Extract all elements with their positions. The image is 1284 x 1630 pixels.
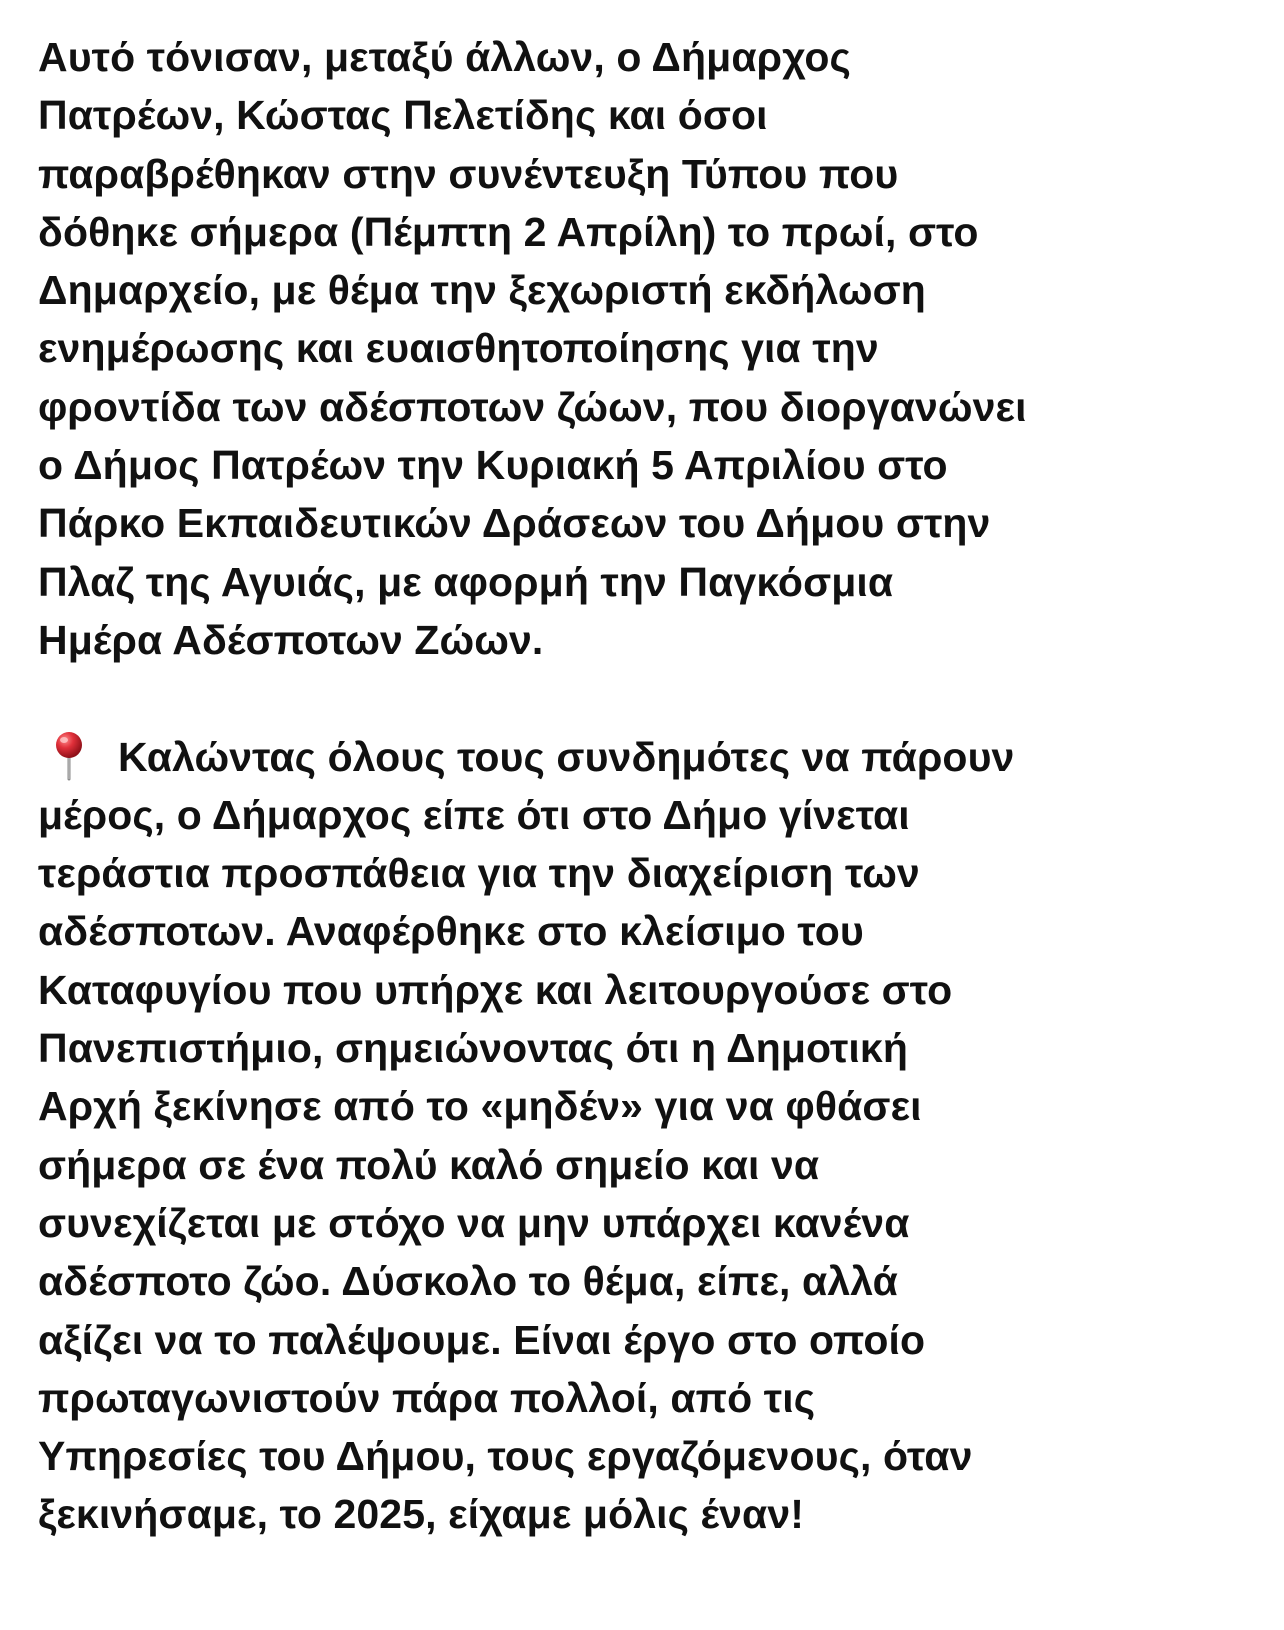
text-line: Αυτό τόνισαν, μεταξύ άλλων, ο Δήμαρχος — [38, 34, 851, 80]
text-line — [38, 728, 1248, 786]
text-line: δόθηκε σήμερα (Πέμπτη 2 Απρίλη) το πρωί, στο — [38, 208, 979, 255]
text-line: παραβρέθηκαν στην συνέντευξη Τύπου που — [38, 150, 899, 197]
text-line: Πάρκο Εκπαιδευτικών Δράσεων του Δήμου στην — [38, 500, 991, 547]
text-line: Πλαζ της Αγυιάς, με αφορμή την Παγκόσμια — [38, 558, 894, 605]
text-line: Καταφυγίου που υπήρχε και λειτουργούσε στο — [38, 966, 953, 1013]
text-line: αδέσποτο ζώο. Δύσκολο το θέμα, είπε, αλλά — [38, 1258, 898, 1305]
text-line: Υπηρεσίες του Δήμου, τους εργαζόμενους, όταν — [38, 1433, 973, 1480]
text-line: ο Δήμος Πατρέων την Κυριακή 5 Απριλίου στο — [38, 442, 948, 489]
text-line: Δημαρχείο, με θέμα την ξεχωριστή εκδήλωση — [38, 267, 926, 314]
text-line: Πατρέων, Κώστας Πελετίδης και όσοι — [38, 92, 768, 139]
text-line: ξεκινήσαμε, το 2025, είχαμε μόλις έναν! — [38, 1491, 804, 1538]
text-line-content: Καλώντας όλους τους συνδημότες να πάρουν — [118, 733, 1015, 780]
text-line: Αρχή ξεκίνησε από το «μηδέν» για να φθάσει — [38, 1083, 922, 1130]
text-line: τεράστια προσπάθεια για την διαχείριση των — [38, 850, 920, 897]
text-line: πρωταγωνιστούν πάρα πολλοί, από τις — [38, 1374, 816, 1421]
text-line: αδέσποτων. Αναφέρθηκε στο κλείσιμο του — [38, 908, 864, 955]
text-line: σήμερα σε ένα πολύ καλό σημείο και να — [38, 1141, 820, 1188]
text-line: μέρος, ο Δήμαρχος είπε ότι στο Δήμο γίνεται — [38, 791, 910, 838]
text-line: συνεχίζεται με στόχο να μην υπάρχει κανένα — [38, 1199, 910, 1246]
paragraph-intro — [38, 28, 1248, 669]
paragraph-spacer — [38, 669, 1248, 727]
text-line: ενημέρωσης και ευαισθητοποίησης για την — [38, 325, 879, 372]
text-line: φροντίδα των αδέσποτων ζώων, που διοργανώνει — [38, 383, 1027, 430]
round-pushpin-icon — [46, 731, 92, 777]
text-line: Πανεπιστήμιο, σημειώνοντας ότι η Δημοτική — [38, 1025, 909, 1072]
text-line: Ημέρα Αδέσποτων Ζώων. — [38, 616, 544, 663]
text-line: αξίζει να το παλέψουμε. Είναι έργο στο οποίο — [38, 1316, 926, 1363]
paragraph-mayor-statement — [38, 728, 1248, 1544]
